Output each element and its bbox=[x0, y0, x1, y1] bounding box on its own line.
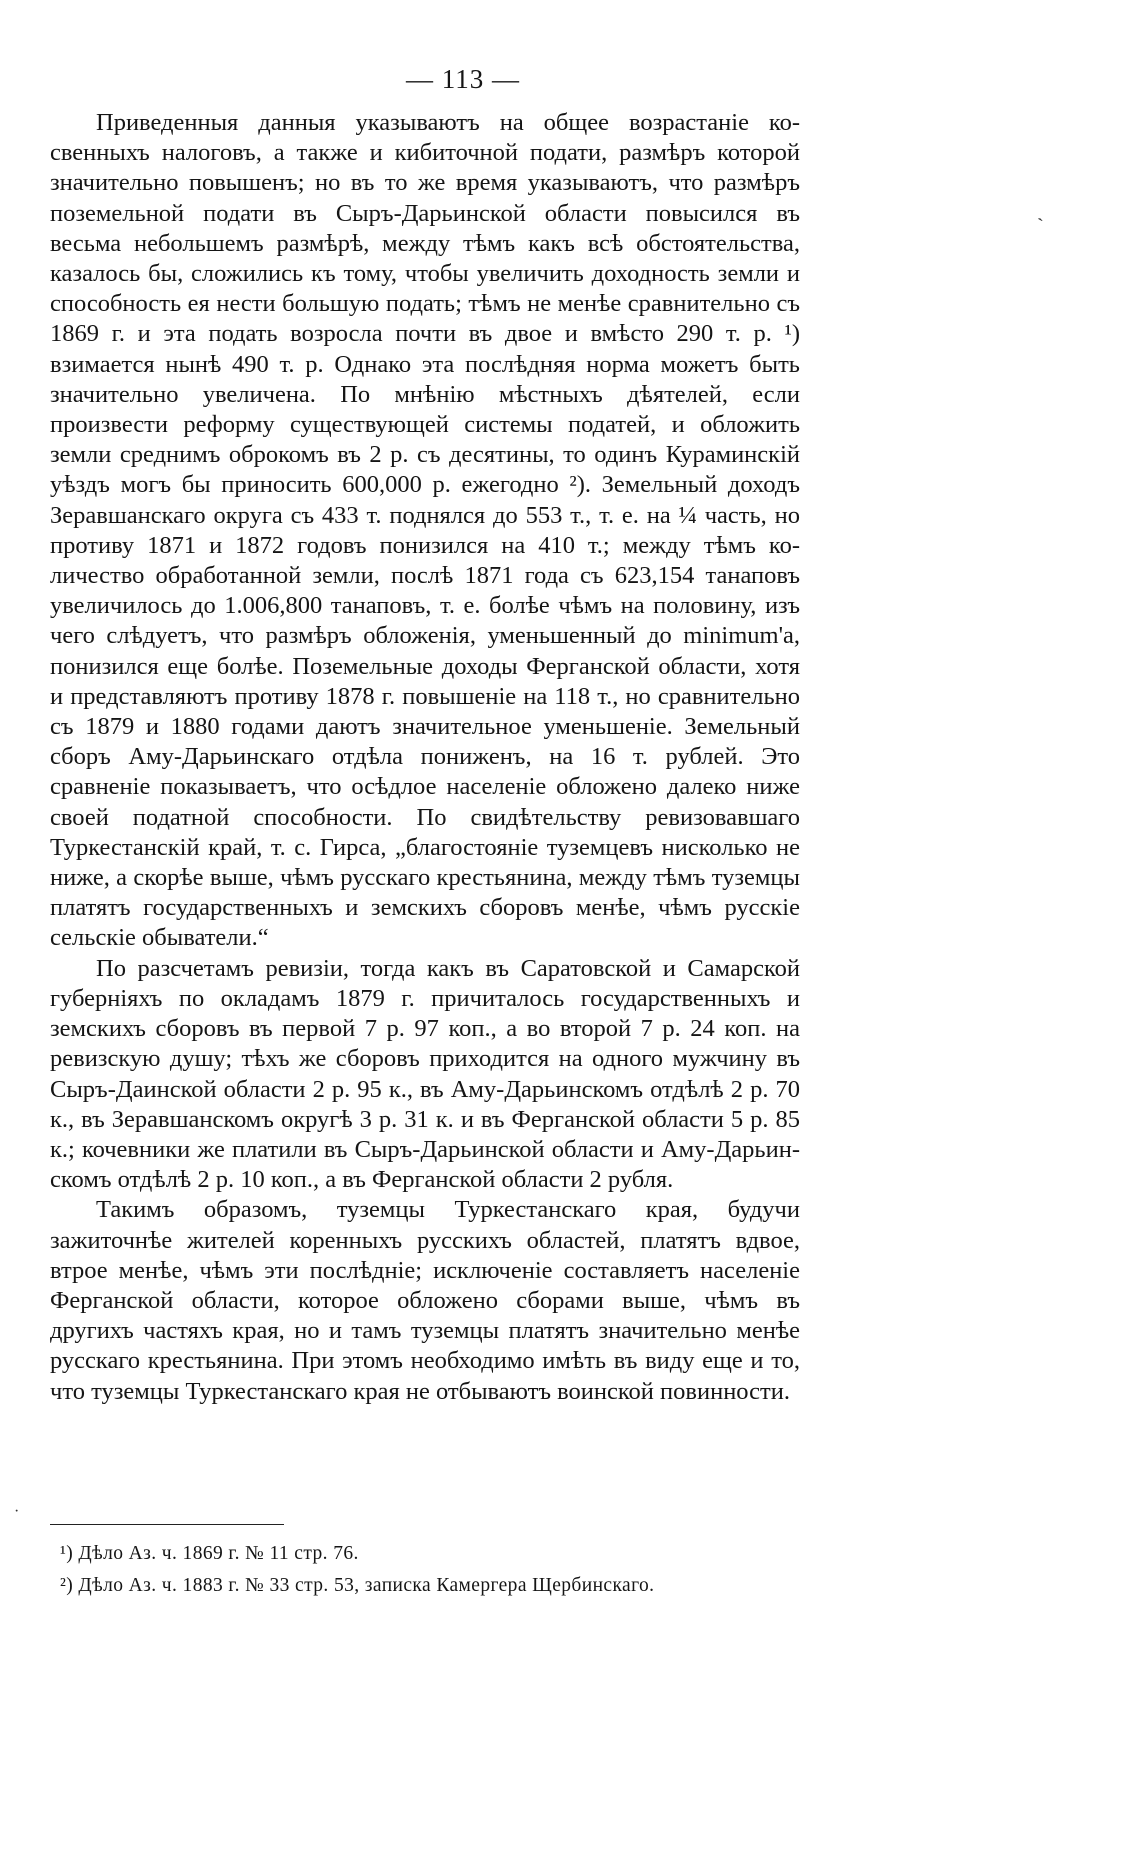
paragraph-2: По разсчетамъ ревизіи, тогда какъ въ Саратовской и Самарской губерніяхъ по окладамъ 1879 г. причиталось государственныхъ и земскихъ сборовъ въ первой 7 р. 97 коп., а во второй 7 р. 24 коп. на ревизскую душу; тѣхъ же сборовъ приходится на одного мужчину въ Сыръ-Даинской области 2 р. 95 к., въ Аму-Дарьинскомъ отдѣлѣ 2 р. 70 к., въ Зеравшанскомъ округѣ 3 р. 31 к. и въ Ферганской области 5 р. 85 к.; кочевники же платили въ Сыръ-Дарьинской области и Аму-Дарьинскомъ отдѣлѣ 2 р. 10 коп., а въ Ферганской области 2 рубля. bbox=[50, 954, 800, 1194]
page-number: — 113 — bbox=[406, 64, 520, 94]
margin-dot-mark: · bbox=[14, 1503, 20, 1520]
footnote-divider bbox=[50, 1524, 284, 1525]
footnotes bbox=[60, 1538, 820, 1602]
margin-pencil-mark: ˏ bbox=[1034, 199, 1045, 223]
body-text bbox=[50, 108, 800, 1407]
paragraph-3: Такимъ образомъ, туземцы Туркестанскаго края, будучи зажиточнѣе жителей коренныхъ русскихъ областей, платятъ вдвое, втрое менѣе, чѣмъ эти послѣдніе; исключеніе составляетъ населеніе Ферганской области, которое обложено сборами выше, чѣмъ въ другихъ частяхъ края, но и тамъ туземцы платятъ значительно менѣе русскаго крестьянина. При этомъ необходимо имѣть въ виду еще и то, что туземцы Туркестанскаго края не отбываютъ воинской повинности. bbox=[50, 1196, 800, 1405]
footnote-2: ²) Дѣло Аз. ч. 1883 г. № 33 стр. 53, записка Камергера Щербинскаго. bbox=[60, 1575, 655, 1596]
paragraph-1: Приведенныя данныя указываютъ на общее возрастаніе косвенныхъ налоговъ, а также и кибиточной подати, размѣръ которой значительно повышенъ; но въ то же время указываютъ, что размѣръ поземельной подати въ Сыръ-Дарьинской области повысился въ весьма небольшемъ размѣрѣ, между тѣмъ какъ всѣ обстоятельства, казалось бы, сложились къ тому, чтобы увеличить доходность земли и способность ея нести большую подать; тѣмъ не менѣе сравнительно съ 1869 г. и эта подать возросла почти въ двое и вмѣсто 290 т. р. ¹) взимается нынѣ 490 т. р. Однако эта послѣдняя норма можетъ быть значительно увеличена. По мнѣнію мѣстныхъ дѣятелей, если произвести реформу существующей системы податей, и обложить земли среднимъ оброкомъ въ 2 р. съ десятины, то одинъ Кураминскій уѣздъ могъ бы приносить 600,000 р. ежегодно ²). Земельный доходъ Зеравшанскаго округа съ 433 т. поднялся до 553 т., т. е. на ¼ часть, но противу 1871 и 1872 годовъ понизился на 410 т.; между тѣмъ количество обработанной земли, послѣ 1871 года съ 623,154 танаповъ увеличилось до 1.006,800 танаповъ, т. е. болѣе чѣмъ на половину, изъ чего слѣдуетъ, что размѣръ обложенія, уменьшенный до minimum'а, понизился еще болѣе. Поземельные доходы Ферганской области, хотя и представляютъ противу 1878 г. повышеніе на 118 т., но сравнительно съ 1879 и 1880 годами даютъ значительное уменьшеніе. Земельный сборъ Аму-Дарьинскаго отдѣла пониженъ, на 16 т. рублей. Это сравненіе показываетъ, что осѣдлое населеніе обложено далеко ниже своей податной способности. По свидѣтельству ревизовавшаго Туркестанскій край, т. с. Гирса, „благостояніе туземцевъ нисколько не ниже, а скорѣе выше, чѣмъ русскаго крестьянина, между тѣмъ туземцы платятъ государственныхъ и земскихъ сборовъ менѣе, чѣмъ русскіе сельскіе обыватели.“ bbox=[50, 109, 800, 952]
footnote-1: ¹) Дѣло Аз. ч. 1869 г. № 11 стр. 76. bbox=[60, 1543, 359, 1564]
